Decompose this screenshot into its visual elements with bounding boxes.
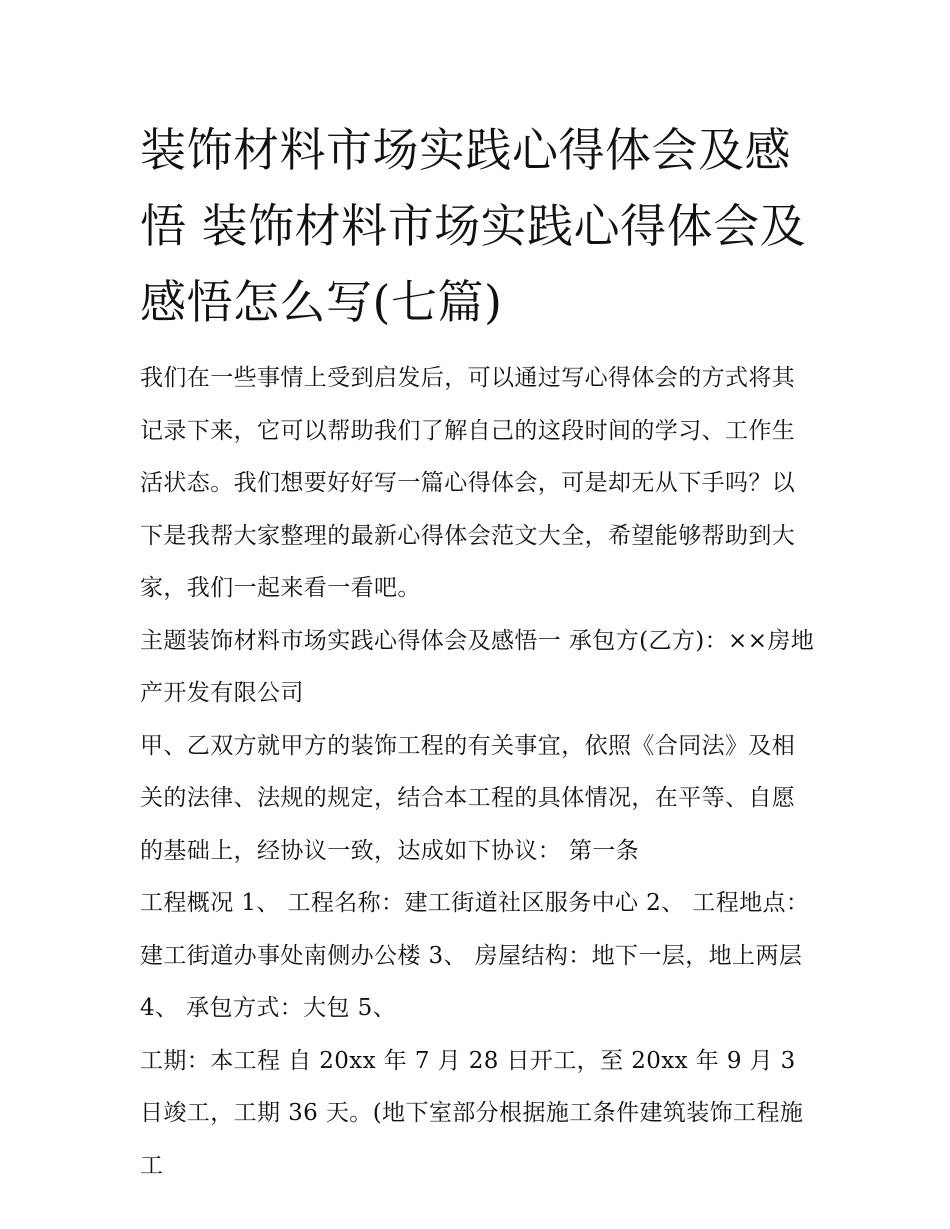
agreement-paragraph: 甲、乙双方就甲方的装饰工程的有关事宜，依照《合同法》及相关的法律、法规的规定，结合本工程的具体情况，在平等、自愿的基础上，经协议一致，达成如下协议： 第一条 (140, 732, 796, 864)
topic-paragraph: 主题装饰材料市场实践心得体会及感悟一 承包方(乙方)：××房地产开发有限公司 (140, 627, 815, 706)
document-body (140, 352, 816, 1192)
intro-paragraph: 我们在一些事情上受到启发后，可以通过写心得体会的方式将其记录下来，它可以帮助我们了解自己的这段时间的学习、工作生活状态。我们想要好好写一篇心得体会，可是却无从下手吗？以下是我帮大家整理的最新心得体会范文大全，希望能够帮助到大家，我们一起来看一看吧。 (140, 365, 796, 601)
document-title: 装饰材料市场实践心得体会及感悟 装饰材料市场实践心得体会及感悟怎么写(七篇) (140, 123, 807, 329)
schedule-paragraph: 工期：本工程 自 20xx 年 7 月 28 日开工，至 20xx 年 9 月 3 日竣工，工期 36 天。(地下室部分根据施工条件建筑装饰工程施工 (140, 1047, 804, 1179)
project-overview-paragraph: 工程概况 1、 工程名称：建工街道社区服务中心 2、 工程地点：建工街道办事处南侧办公楼 3、 房屋结构：地下一层，地上两层 4、 承包方式：大包 5、 (140, 890, 810, 1021)
